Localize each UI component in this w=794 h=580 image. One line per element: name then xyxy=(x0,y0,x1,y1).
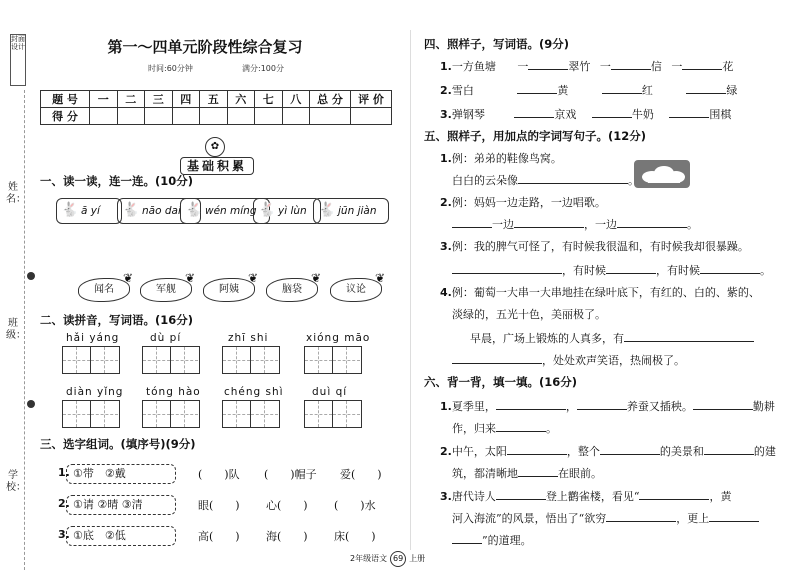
score-input[interactable] xyxy=(145,108,173,125)
q5-number: 3. xyxy=(440,240,452,253)
score-input[interactable] xyxy=(172,108,200,125)
q4-text: 京戏 xyxy=(554,108,577,121)
q5-example xyxy=(440,284,760,300)
fill-word[interactable]: 心( ) xyxy=(266,499,308,512)
rabbit-icon: 🐇 xyxy=(185,202,203,218)
q5-prompt: 白白的云朵像 。 xyxy=(452,174,639,187)
q3-item-number: 1. xyxy=(58,466,70,479)
answer-blank[interactable] xyxy=(606,511,676,522)
prompt-text: 白白的云朵像 xyxy=(452,174,518,187)
rabbit-icon: 🐇 xyxy=(122,202,140,218)
score-cell: 六 xyxy=(227,91,255,108)
word-leaf[interactable] xyxy=(330,271,385,302)
answer-blank[interactable] xyxy=(452,353,542,364)
answer-blank[interactable] xyxy=(514,217,584,228)
example-sentence: 例：我的脾气可怪了，有时候我很温和，有时候我却很暴躁。 xyxy=(451,240,749,253)
score-cell: 七 xyxy=(255,91,283,108)
score-header-row xyxy=(41,91,392,108)
score-cell: 五 xyxy=(200,91,228,108)
answer-blank[interactable] xyxy=(496,421,546,432)
name-label: 姓名： xyxy=(6,182,26,205)
pinyin-text: jūn jiàn xyxy=(338,205,377,217)
q4-text: 翠竹 xyxy=(568,60,591,73)
q6-line xyxy=(440,488,731,504)
q5-prompt: 一边 ，一边 。 xyxy=(452,216,698,232)
answer-blank[interactable] xyxy=(518,173,628,184)
answer-blank[interactable] xyxy=(600,444,660,455)
pinyin-card[interactable] xyxy=(253,198,321,224)
score-cell: 四 xyxy=(172,91,200,108)
q4-text: 花 xyxy=(722,60,734,73)
answer-blank[interactable] xyxy=(602,83,642,94)
q4-text: 一 xyxy=(599,60,611,73)
character-options: ①底 ②低 xyxy=(66,526,176,546)
rabbit-icon: 🐇 xyxy=(258,202,276,218)
pinyin-card[interactable] xyxy=(56,198,122,224)
poem-text: 夏季里， xyxy=(451,400,496,413)
pinyin-prompt: diàn yǐng xyxy=(66,386,124,398)
pinyin-prompt: tóng hào xyxy=(146,386,201,398)
answer-blank[interactable] xyxy=(592,107,632,118)
answer-blank[interactable] xyxy=(606,263,656,274)
q4-example: 一方鱼塘 xyxy=(451,60,496,73)
poem-text: ，整个 xyxy=(566,445,600,458)
school-label: 学校： xyxy=(6,470,26,493)
writing-grid[interactable] xyxy=(222,346,280,374)
q6-line: 作，归来 。 xyxy=(452,422,557,435)
fill-word[interactable]: ( )帽子 xyxy=(264,468,317,481)
word-text: 脑袋 xyxy=(282,284,302,295)
pinyin-text: ā yí xyxy=(81,205,100,217)
sprout-icon: ❦ xyxy=(122,271,133,285)
answer-blank[interactable] xyxy=(507,444,567,455)
q3-item-number: 3. xyxy=(58,528,70,541)
prompt-text: 早晨，广场上锻炼的人真多，有 xyxy=(470,332,624,345)
q6-number: 1. xyxy=(440,400,452,413)
q6-line xyxy=(452,465,602,481)
answer-blank[interactable] xyxy=(452,217,492,228)
answer-blank[interactable] xyxy=(704,444,754,455)
q2-title: 二、读拼音，写词语。(16分) xyxy=(40,313,194,327)
character-options: ①带 ②戴 xyxy=(66,464,176,484)
q1-title: 一、读一读，连一连。(10分) xyxy=(40,174,194,188)
word-leaf[interactable] xyxy=(266,271,321,302)
sprout-icon: ❦ xyxy=(310,271,321,285)
writing-grid[interactable] xyxy=(222,400,280,428)
fill-word[interactable]: 高( ) xyxy=(198,530,240,543)
exam-time: 时间:60分钟 xyxy=(148,64,193,73)
answer-blank[interactable] xyxy=(709,511,759,522)
writing-grid[interactable] xyxy=(142,346,200,374)
word-text: 阿姨 xyxy=(219,284,239,295)
word-leaf[interactable] xyxy=(140,271,195,302)
q4-number: 1. xyxy=(440,60,452,73)
q6-line: 1.夏季里， ， 养蚕又插秧。 勤耕 xyxy=(440,400,775,413)
binding-strip xyxy=(0,0,30,580)
score-blank-row xyxy=(41,108,392,125)
rabbit-icon: 🐇 xyxy=(61,202,79,218)
q4-number: 3. xyxy=(440,108,452,121)
answer-blank[interactable] xyxy=(669,107,709,118)
pinyin-prompt: xióng māo xyxy=(306,332,371,344)
q6-title: 六、背一背，填一填。(16分) xyxy=(424,375,578,389)
fill-word[interactable]: 眼( ) xyxy=(198,499,240,512)
example-sentence: 例：葡萄一大串一大串地挂在绿叶底下，有红的、白的、紫的、 xyxy=(451,286,760,299)
score-cell: 三 xyxy=(145,91,173,108)
score-row-label: 得 分 xyxy=(41,108,90,125)
pinyin-text: nāo dai xyxy=(142,205,181,217)
sprout-icon: ❦ xyxy=(184,271,195,285)
score-cell: 总 分 xyxy=(310,91,351,108)
poem-text: 作，归来 xyxy=(452,422,496,435)
poem-text: ”的道理。 xyxy=(482,534,532,547)
writing-grid[interactable] xyxy=(304,400,362,428)
q4-text: 信 xyxy=(650,60,662,73)
score-input[interactable] xyxy=(282,108,310,125)
score-cell: 八 xyxy=(282,91,310,108)
answer-blank[interactable] xyxy=(518,466,558,477)
q4-text: 一 xyxy=(671,60,683,73)
full-score: 满分:100分 xyxy=(242,64,284,73)
score-cell: 题 号 xyxy=(41,91,90,108)
page-number: 69 xyxy=(390,551,406,567)
q4-example: 弹钢琴 xyxy=(451,108,485,121)
page-footer xyxy=(350,551,425,567)
q6-line xyxy=(452,532,532,548)
score-input[interactable] xyxy=(200,108,228,125)
q3-title: 三、选字组词。(填序号)(9分) xyxy=(40,437,196,451)
q6-line xyxy=(452,510,759,526)
answer-blank[interactable] xyxy=(517,83,557,94)
answer-blank[interactable] xyxy=(682,59,722,70)
character-options: ①请 ②晴 ③清 xyxy=(66,495,176,515)
poem-text: ，黄 xyxy=(709,490,732,503)
answer-blank[interactable] xyxy=(700,263,760,274)
writing-grid[interactable] xyxy=(142,400,200,428)
writing-grid[interactable] xyxy=(62,346,120,374)
poem-text: ，更上 xyxy=(676,512,710,525)
fill-word[interactable]: ( )队 xyxy=(198,468,240,481)
pinyin-prompt: zhī shi xyxy=(228,332,269,344)
answer-blank[interactable] xyxy=(452,263,562,274)
q4-row xyxy=(440,82,737,98)
word-leaf[interactable] xyxy=(203,271,258,302)
sprout-icon: ❦ xyxy=(374,271,385,285)
q5-title: 五、照样子，用加点的字词写句子。(12分) xyxy=(424,129,647,143)
rabbit-icon: 🐇 xyxy=(318,202,336,218)
pinyin-text: wén míng xyxy=(205,205,257,217)
pinyin-prompt: hǎi yáng xyxy=(66,332,120,344)
pinyin-text: yì lùn xyxy=(278,205,307,217)
score-input[interactable] xyxy=(351,108,392,125)
fill-word[interactable]: 爱( ) xyxy=(340,468,382,481)
answer-blank[interactable] xyxy=(639,489,709,500)
answer-blank[interactable] xyxy=(577,399,627,410)
score-table xyxy=(40,90,392,125)
q5-prompt xyxy=(452,352,685,368)
prompt-text: ，有时候 xyxy=(656,264,700,277)
page-title: 第一～四单元阶段性综合复习 xyxy=(107,38,303,56)
prompt-text: ，有时候 xyxy=(562,264,606,277)
word-text: 议论 xyxy=(346,284,366,295)
pinyin-prompt: duì qí xyxy=(312,386,348,398)
q5-example xyxy=(440,238,749,254)
writing-grid[interactable] xyxy=(304,346,362,374)
example-sentence: 例：妈妈一边走路，一边唱歌。 xyxy=(451,196,606,209)
q3-item-number: 2. xyxy=(58,497,70,510)
score-input[interactable] xyxy=(255,108,283,125)
flower-icon: ✿ xyxy=(205,137,225,157)
banner-text: 基础积累 xyxy=(180,157,254,175)
class-label: 班级： xyxy=(6,318,26,341)
answer-blank[interactable] xyxy=(617,217,687,228)
poem-text: 勤耕 xyxy=(752,400,775,413)
answer-blank[interactable] xyxy=(496,399,566,410)
sprout-icon: ❦ xyxy=(247,271,258,285)
footer-volume: 上册 xyxy=(409,554,426,563)
answer-blank[interactable] xyxy=(514,107,554,118)
q5-number: 4. xyxy=(440,286,452,299)
q5-example xyxy=(440,194,606,210)
q5-number: 2. xyxy=(440,196,452,209)
poem-text: 的美景和 xyxy=(659,445,704,458)
q5-number: 1. xyxy=(440,152,452,165)
word-text: 闻名 xyxy=(94,284,114,295)
q4-example: 雪白 xyxy=(451,84,474,97)
writing-grid[interactable] xyxy=(62,400,120,428)
q6-number: 2. xyxy=(440,445,452,458)
q4-row xyxy=(440,58,733,74)
q4-title: 四、照样子，写词语。(9分) xyxy=(424,37,570,51)
fill-word[interactable]: ( )水 xyxy=(334,499,376,512)
score-cell: 二 xyxy=(117,91,145,108)
section-banner xyxy=(172,137,262,173)
q4-text: 绿 xyxy=(726,84,738,97)
poem-text: 河入海流”的风景，悟出了“欲穷 xyxy=(452,512,607,525)
q4-text: 黄 xyxy=(557,84,569,97)
score-input[interactable] xyxy=(90,108,118,125)
fill-word[interactable]: 海( ) xyxy=(266,530,308,543)
cloud-icon xyxy=(634,160,690,188)
answer-blank[interactable] xyxy=(686,83,726,94)
poem-text: 的建 xyxy=(753,445,776,458)
prompt-text: ，处处欢声笑语，热闹极了。 xyxy=(542,354,685,367)
cover-label-box: 封面设计 xyxy=(10,34,26,86)
q5-example-cont: 淡绿的，五光十色，美丽极了。 xyxy=(452,308,606,321)
q4-text: 围棋 xyxy=(709,108,732,121)
poem-text: 在眼前。 xyxy=(558,467,602,480)
q4-text: 一 xyxy=(517,60,529,73)
pinyin-prompt: dù pí xyxy=(150,332,182,344)
q4-number: 2. xyxy=(440,84,452,97)
example-sentence: 例：弟弟的鞋像鸟窝。 xyxy=(451,152,562,165)
poem-text: 登上鹳雀楼，看见“ xyxy=(545,490,640,503)
prompt-text: ，一边 xyxy=(584,218,617,231)
answer-blank[interactable] xyxy=(452,533,482,544)
binding-hole xyxy=(27,400,35,408)
binding-hole xyxy=(27,272,35,280)
fill-word[interactable]: 床( ) xyxy=(334,530,376,543)
q6-number: 3. xyxy=(440,490,452,503)
answer-blank[interactable] xyxy=(528,59,568,70)
q5-example xyxy=(440,150,562,166)
pinyin-prompt: chéng shì xyxy=(224,386,284,398)
answer-blank[interactable] xyxy=(693,399,753,410)
column-divider xyxy=(410,30,411,550)
poem-text: 筑，都清晰地 xyxy=(452,467,518,480)
poem-text: 唐代诗人 xyxy=(451,490,496,503)
q5-prompt xyxy=(470,330,754,346)
answer-blank[interactable] xyxy=(611,59,651,70)
word-text: 军舰 xyxy=(156,284,176,295)
q4-text: 牛奶 xyxy=(631,108,654,121)
pinyin-card[interactable] xyxy=(313,198,389,224)
score-cell: 评 价 xyxy=(351,91,392,108)
score-input[interactable] xyxy=(227,108,255,125)
prompt-text: 一边 xyxy=(492,218,514,231)
word-leaf[interactable] xyxy=(78,271,133,302)
answer-blank[interactable] xyxy=(624,331,754,342)
footer-grade: 2年级语文 xyxy=(350,554,388,563)
answer-blank[interactable] xyxy=(496,489,546,500)
q4-row xyxy=(440,106,731,122)
poem-text: 养蚕又插秧。 xyxy=(626,400,693,413)
q6-line xyxy=(440,443,776,459)
poem-text: 中午，太阳 xyxy=(451,445,507,458)
q5-prompt: ，有时候 ，有时候 。 xyxy=(452,262,771,278)
q4-text: 红 xyxy=(641,84,653,97)
score-cell: 一 xyxy=(90,91,118,108)
score-input[interactable] xyxy=(117,108,145,125)
score-input[interactable] xyxy=(310,108,351,125)
